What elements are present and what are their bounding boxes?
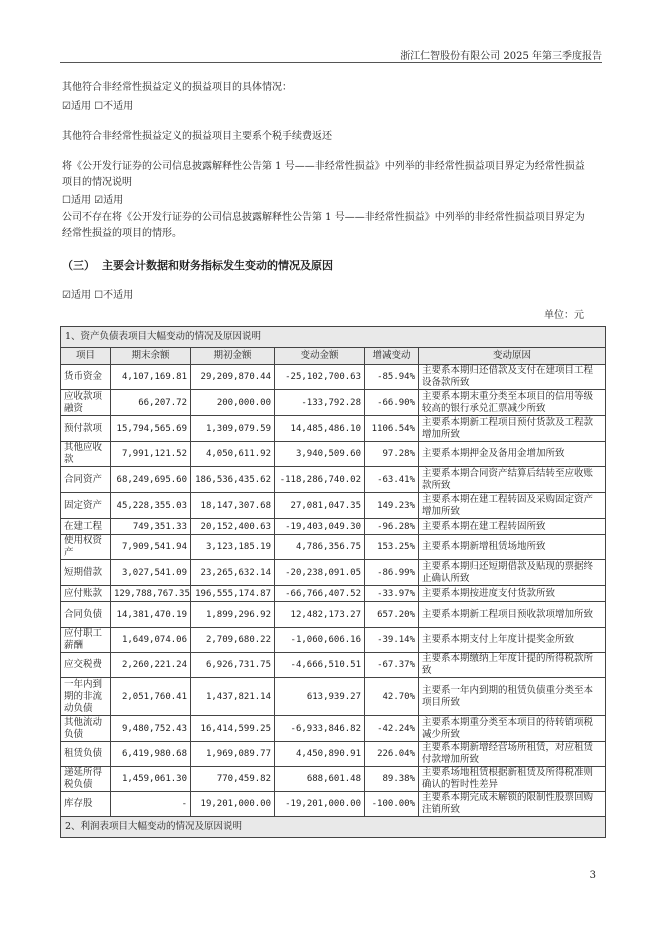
cell-ending-balance: 15,794,565.69 xyxy=(111,416,191,442)
section-number: （三） xyxy=(62,259,95,272)
section-heading xyxy=(62,257,333,273)
cell-item: 固定资产 xyxy=(61,493,111,519)
cell-opening-amount: 1,899,296.92 xyxy=(191,602,275,628)
balance-sheet-changes-table xyxy=(60,326,606,838)
table-row xyxy=(61,365,606,390)
cell-ending-balance: 2,051,760.41 xyxy=(111,678,191,716)
header-reason: 变动原因 xyxy=(419,348,606,365)
cell-ending-balance: 9,480,752.43 xyxy=(111,716,191,742)
cell-change-amount: 14,485,486.10 xyxy=(275,416,365,442)
cell-opening-amount: 1,969,089.77 xyxy=(191,742,275,767)
cell-reason: 主要系本期缴纳上年度计提的所得税款所致 xyxy=(419,653,606,678)
cell-change-amount: 3,940,509.60 xyxy=(275,442,365,467)
cell-change-percent: -100.00% xyxy=(365,792,419,817)
cell-reason: 主要系本期支付上年度计提奖金所致 xyxy=(419,628,606,653)
cell-change-percent: 1106.54% xyxy=(365,416,419,442)
cell-change-percent: 226.04% xyxy=(365,742,419,767)
cell-item: 应付职工薪酬 xyxy=(61,628,111,653)
cell-opening-amount: 770,459.82 xyxy=(191,767,275,792)
table-row xyxy=(61,416,606,442)
cell-change-percent: 149.23% xyxy=(365,493,419,519)
cell-change-percent: 657.20% xyxy=(365,602,419,628)
table-row xyxy=(61,628,606,653)
cell-reason: 主要系本期归还短期借款及贴现的票据终止确认所致 xyxy=(419,560,606,586)
cell-change-percent: -66.90% xyxy=(365,390,419,416)
cell-opening-amount: 4,050,611.92 xyxy=(191,442,275,467)
cell-change-amount: -1,060,606.16 xyxy=(275,628,365,653)
table-row xyxy=(61,653,606,678)
cell-opening-amount: 196,555,174.87 xyxy=(191,586,275,602)
cell-change-amount: -118,286,740.02 xyxy=(275,467,365,493)
header-change-amount: 变动金额 xyxy=(275,348,365,365)
cell-item: 合同资产 xyxy=(61,467,111,493)
cell-change-percent: -96.28% xyxy=(365,519,419,535)
header-ending-balance: 期末余额 xyxy=(111,348,191,365)
table-row xyxy=(61,535,606,560)
applicability-checkbox-2: ☐适用 ☑适用 xyxy=(62,195,124,206)
paragraph-other-items: 其他符合非经常性损益定义的损益项目的具体情况： xyxy=(62,82,292,93)
cell-ending-balance: 6,419,980.68 xyxy=(111,742,191,767)
paragraph-no-reclassification: 公司不存在将《公开发行证券的公司信息披露解释性公告第 1 号——非经常性损益》中列举的非经常性损益项目界定为经常性损益的项目的情形。 xyxy=(62,212,585,239)
cell-change-amount: -19,403,049.30 xyxy=(275,519,365,535)
cell-reason: 主要系一年内到期的租赁负债重分类至本项目所致 xyxy=(419,678,606,716)
cell-opening-amount: 3,123,185.19 xyxy=(191,535,275,560)
section-2-title: 2、利润表项目大幅变动的情况及原因说明 xyxy=(61,817,606,838)
cell-change-percent: -33.97% xyxy=(365,586,419,602)
cell-item: 应收款项融资 xyxy=(61,390,111,416)
table-section-row xyxy=(61,817,606,838)
cell-ending-balance: 7,909,541.94 xyxy=(111,535,191,560)
cell-item: 一年内到期的非流动负债 xyxy=(61,678,111,716)
cell-opening-amount: 6,926,731.75 xyxy=(191,653,275,678)
page-header xyxy=(60,42,602,63)
cell-change-percent: 153.25% xyxy=(365,535,419,560)
cell-item: 在建工程 xyxy=(61,519,111,535)
cell-opening-amount: 2,709,680.22 xyxy=(191,628,275,653)
cell-reason: 主要系场地租赁根据新租赁及所得税准则确认的暂时性差异 xyxy=(419,767,606,792)
cell-reason: 主要系本期末重分类至本项目的信用等级较高的银行承兑汇票减少所致 xyxy=(419,390,606,416)
table-section-row xyxy=(61,327,606,348)
cell-change-amount: 12,482,173.27 xyxy=(275,602,365,628)
cell-reason: 主要系本期押金及备用金增加所致 xyxy=(419,442,606,467)
cell-change-percent: 97.28% xyxy=(365,442,419,467)
cell-opening-amount: 186,536,435.62 xyxy=(191,467,275,493)
cell-ending-balance: 1,459,061.30 xyxy=(111,767,191,792)
table-row xyxy=(61,716,606,742)
cell-item: 货币资金 xyxy=(61,365,111,390)
cell-item: 其他流动负债 xyxy=(61,716,111,742)
cell-opening-amount: 200,000.00 xyxy=(191,390,275,416)
cell-change-percent: -85.94% xyxy=(365,365,419,390)
cell-item: 短期借款 xyxy=(61,560,111,586)
table-row xyxy=(61,560,606,586)
cell-ending-balance: 45,228,355.03 xyxy=(111,493,191,519)
table-row xyxy=(61,767,606,792)
report-title: 浙江仁智股份有限公司 2025 年第三季度报告 xyxy=(400,51,602,62)
cell-change-amount: 4,450,890.91 xyxy=(275,742,365,767)
cell-change-percent: -42.24% xyxy=(365,716,419,742)
cell-opening-amount: 23,265,632.14 xyxy=(191,560,275,586)
cell-ending-balance: 1,649,074.06 xyxy=(111,628,191,653)
cell-item: 库存股 xyxy=(61,792,111,817)
cell-item: 应交税费 xyxy=(61,653,111,678)
table-row xyxy=(61,467,606,493)
cell-change-percent: -63.41% xyxy=(365,467,419,493)
cell-change-percent: 89.38% xyxy=(365,767,419,792)
cell-change-percent: -39.14% xyxy=(365,628,419,653)
cell-item: 预付款项 xyxy=(61,416,111,442)
cell-ending-balance: 66,207.72 xyxy=(111,390,191,416)
cell-reason: 主要系本期在建工程转固所致 xyxy=(419,519,606,535)
cell-opening-amount: 1,309,079.59 xyxy=(191,416,275,442)
cell-reason: 主要系本期按进度支付货款所致 xyxy=(419,586,606,602)
cell-reason: 主要系本期新工程项目预付货款及工程款增加所致 xyxy=(419,416,606,442)
cell-reason: 主要系本期新增租赁场地所致 xyxy=(419,535,606,560)
table-row xyxy=(61,792,606,817)
cell-ending-balance: 129,788,767.35 xyxy=(111,586,191,602)
cell-item: 其他应收款 xyxy=(61,442,111,467)
cell-change-percent: 42.70% xyxy=(365,678,419,716)
cell-ending-balance: 7,991,121.52 xyxy=(111,442,191,467)
cell-change-amount: -4,666,510.51 xyxy=(275,653,365,678)
cell-item: 合同负债 xyxy=(61,602,111,628)
applicability-checkbox-1: ☑适用 ☐不适用 xyxy=(62,101,134,112)
table-row xyxy=(61,519,606,535)
table-row xyxy=(61,442,606,467)
page-number: 3 xyxy=(589,870,596,881)
cell-change-amount: 613,939.27 xyxy=(275,678,365,716)
cell-change-amount: -6,933,846.82 xyxy=(275,716,365,742)
section-title: 主要会计数据和财务指标发生变动的情况及原因 xyxy=(102,259,333,272)
cell-reason: 主要系本期重分类至本项目的待转销项税减少所致 xyxy=(419,716,606,742)
table-header-row xyxy=(61,348,606,365)
cell-change-amount: 27,081,047.35 xyxy=(275,493,365,519)
cell-change-amount: -20,238,091.05 xyxy=(275,560,365,586)
cell-change-amount: 688,601.48 xyxy=(275,767,365,792)
cell-item: 递延所得税负债 xyxy=(61,767,111,792)
cell-item: 租赁负债 xyxy=(61,742,111,767)
applicability-checkbox-3: ☑适用 ☐不适用 xyxy=(62,290,134,301)
cell-opening-amount: 20,152,400.63 xyxy=(191,519,275,535)
cell-reason: 主要系本期新工程项目预收款项增加所致 xyxy=(419,602,606,628)
cell-change-amount: -19,201,000.00 xyxy=(275,792,365,817)
cell-ending-balance: 14,381,470.19 xyxy=(111,602,191,628)
header-change-percent: 增减变动 xyxy=(365,348,419,365)
cell-ending-balance: 68,249,695.60 xyxy=(111,467,191,493)
cell-ending-balance: 749,351.33 xyxy=(111,519,191,535)
cell-opening-amount: 1,437,821.14 xyxy=(191,678,275,716)
header-item: 项目 xyxy=(61,348,111,365)
cell-reason: 主要系本期完成未解锁的限制性股票回购注销所致 xyxy=(419,792,606,817)
table-row xyxy=(61,493,606,519)
table-row xyxy=(61,602,606,628)
paragraph-explanation-heading: 将《公开发行证券的公司信息披露解释性公告第 1 号——非经常性损益》中列举的非经常性损益项目界定为经常性损益项目的情况说明 xyxy=(62,161,585,188)
section-1-title: 1、资产负债表项目大幅变动的情况及原因说明 xyxy=(61,327,606,348)
cell-opening-amount: 29,209,870.44 xyxy=(191,365,275,390)
cell-opening-amount: 16,414,599.25 xyxy=(191,716,275,742)
cell-ending-balance: 3,027,541.09 xyxy=(111,560,191,586)
cell-opening-amount: 18,147,307.68 xyxy=(191,493,275,519)
cell-reason: 主要系本期新增经营场所租赁，对应租赁付款增加所致 xyxy=(419,742,606,767)
cell-opening-amount: 19,201,000.00 xyxy=(191,792,275,817)
cell-reason: 主要系本期合同资产结算后结转至应收账款所致 xyxy=(419,467,606,493)
cell-change-amount: 4,786,356.75 xyxy=(275,535,365,560)
table-row xyxy=(61,742,606,767)
cell-change-percent: -86.99% xyxy=(365,560,419,586)
cell-ending-balance: - xyxy=(111,792,191,817)
cell-item: 使用权资产 xyxy=(61,535,111,560)
unit-label: 单位：元 xyxy=(544,310,584,321)
cell-item: 应付账款 xyxy=(61,586,111,602)
cell-change-amount: -133,792.28 xyxy=(275,390,365,416)
paragraph-tax-refund: 其他符合非经常性损益定义的损益项目主要系个税手续费返还 xyxy=(62,131,332,142)
header-opening-amount: 期初金额 xyxy=(191,348,275,365)
cell-ending-balance: 2,260,221.24 xyxy=(111,653,191,678)
cell-change-amount: -66,766,407.52 xyxy=(275,586,365,602)
table-row xyxy=(61,586,606,602)
cell-reason: 主要系本期在建工程转固及采购固定资产增加所致 xyxy=(419,493,606,519)
cell-ending-balance: 4,107,169.81 xyxy=(111,365,191,390)
cell-reason: 主要系本期归还借款及支付在建项目工程设备款所致 xyxy=(419,365,606,390)
cell-change-amount: -25,102,700.63 xyxy=(275,365,365,390)
table-row xyxy=(61,390,606,416)
cell-change-percent: -67.37% xyxy=(365,653,419,678)
table-row xyxy=(61,678,606,716)
